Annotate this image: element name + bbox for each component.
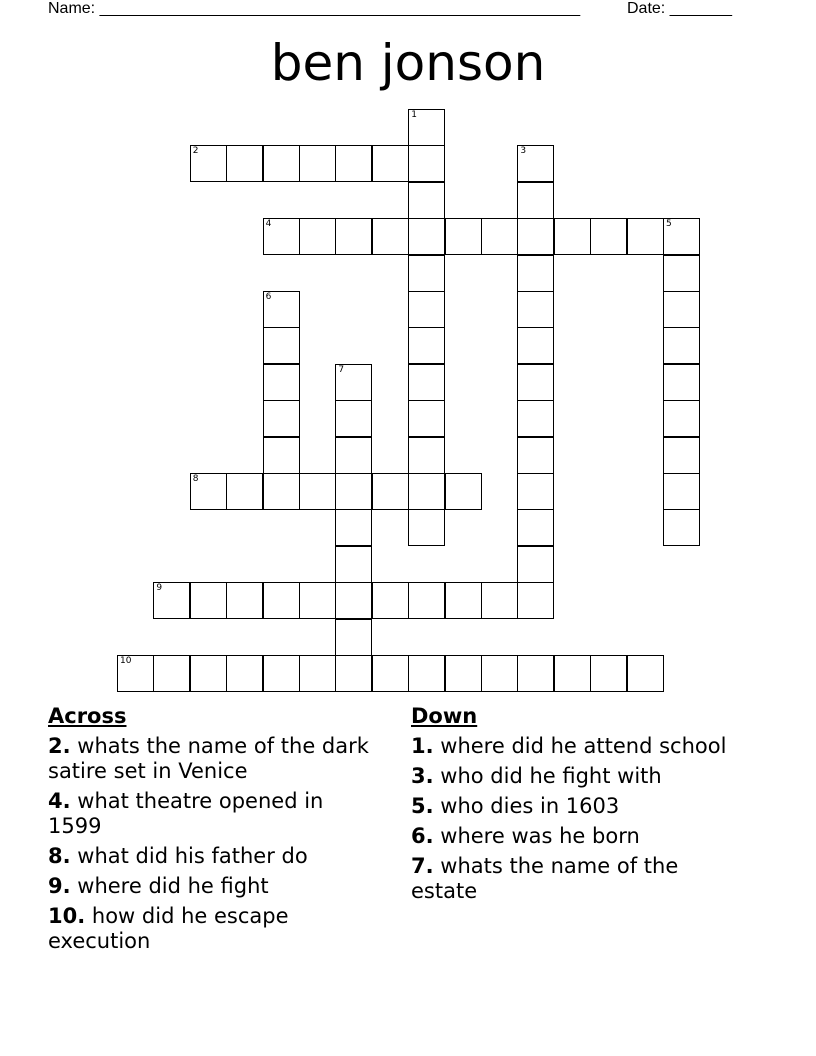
cell-number: 8 [192, 474, 199, 484]
grid-cell[interactable] [408, 109, 445, 146]
grid-cell[interactable] [190, 582, 227, 619]
clue-text: whats the name of the dark satire set in Venice [48, 734, 369, 783]
grid-cell[interactable] [335, 437, 372, 474]
across-clue [48, 734, 378, 784]
down-clue [411, 794, 751, 819]
grid-cell[interactable] [408, 473, 445, 510]
grid-cell[interactable] [408, 255, 445, 292]
grid-cell[interactable] [372, 218, 409, 255]
grid-cell[interactable] [517, 473, 554, 510]
clue-number: 1. [411, 734, 434, 758]
clue-text: who did he fight with [440, 764, 662, 788]
cell-number: 9 [156, 583, 163, 594]
grid-cell[interactable] [445, 473, 482, 510]
grid-cell[interactable] [226, 473, 263, 510]
grid-cell[interactable] [517, 655, 554, 692]
cell-number: 6 [265, 292, 272, 302]
clue-text: whats the name of the estate [411, 854, 679, 903]
clue-number: 4. [48, 789, 71, 813]
down-clues [411, 703, 751, 909]
grid-cell[interactable] [408, 218, 445, 255]
grid-cell[interactable] [335, 509, 372, 546]
grid-cell[interactable] [445, 655, 482, 692]
clue-text: where did he attend school [440, 734, 727, 758]
grid-cell[interactable] [263, 364, 300, 401]
grid-cell[interactable] [517, 364, 554, 401]
grid-cell[interactable] [190, 145, 227, 182]
clue-number: 6. [411, 824, 434, 848]
grid-cell[interactable] [408, 364, 445, 401]
grid-cell[interactable] [445, 582, 482, 619]
grid-cell[interactable] [517, 582, 554, 619]
grid-cell[interactable] [663, 437, 700, 474]
grid-cell[interactable] [408, 655, 445, 692]
date-field-label[interactable]: Date: _______ [627, 0, 732, 17]
cell-number: 5 [666, 219, 672, 230]
grid-cell[interactable] [153, 582, 190, 619]
grid-cell[interactable] [263, 582, 300, 619]
across-clues [48, 703, 378, 959]
grid-cell[interactable] [517, 218, 554, 255]
grid-cell[interactable] [481, 582, 518, 619]
grid-cell[interactable] [408, 291, 445, 328]
grid-cell[interactable] [372, 582, 409, 619]
down-heading: Down [411, 704, 478, 728]
grid-cell[interactable] [335, 145, 372, 182]
grid-cell[interactable] [663, 255, 700, 292]
grid-cell[interactable] [590, 218, 627, 255]
grid-cell[interactable] [663, 509, 700, 546]
grid-cell[interactable] [299, 145, 336, 182]
grid-cell[interactable] [517, 437, 554, 474]
grid-cell[interactable] [517, 327, 554, 364]
clue-number: 10. [48, 904, 86, 928]
clue-number: 8. [48, 844, 71, 868]
grid-cell[interactable] [517, 291, 554, 328]
down-clue [411, 854, 751, 904]
grid-cell[interactable] [627, 218, 664, 255]
grid-cell[interactable] [190, 655, 227, 692]
grid-cell[interactable] [554, 655, 591, 692]
grid-cell[interactable] [190, 473, 227, 510]
cell-number: 7 [338, 364, 345, 375]
clue-number: 7. [411, 854, 434, 878]
across-clue [48, 789, 378, 839]
grid-cell[interactable] [299, 473, 336, 510]
grid-cell[interactable] [263, 655, 300, 692]
across-clue [48, 904, 378, 954]
puzzle-title: ben jonson [270, 34, 546, 92]
grid-cell[interactable] [481, 218, 518, 255]
clue-number: 5. [411, 794, 434, 818]
grid-cell[interactable] [335, 655, 372, 692]
grid-cell[interactable] [263, 473, 300, 510]
grid-cell[interactable] [663, 327, 700, 364]
grid-cell[interactable] [372, 655, 409, 692]
grid-cell[interactable] [335, 400, 372, 437]
grid-cell[interactable] [408, 509, 445, 546]
grid-cell[interactable] [408, 400, 445, 437]
clue-number: 3. [411, 764, 434, 788]
down-clue [411, 824, 751, 849]
grid-cell[interactable] [335, 473, 372, 510]
across-clue [48, 874, 378, 899]
clue-text: how did he escape execution [48, 904, 289, 953]
cell-number: 4 [265, 219, 272, 230]
grid-cell[interactable] [481, 655, 518, 692]
grid-cell[interactable] [554, 218, 591, 255]
grid-cell[interactable] [299, 582, 336, 619]
grid-cell[interactable] [517, 546, 554, 583]
grid-cell[interactable] [372, 145, 409, 182]
grid-cell[interactable] [263, 400, 300, 437]
grid-cell[interactable] [517, 400, 554, 437]
clue-text: what theatre opened in 1599 [48, 789, 324, 838]
grid-cell[interactable] [517, 255, 554, 292]
grid-cell[interactable] [335, 218, 372, 255]
grid-cell[interactable] [408, 145, 445, 182]
grid-cell[interactable] [117, 655, 154, 692]
grid-cell[interactable] [299, 218, 336, 255]
grid-cell[interactable] [663, 473, 700, 510]
grid-cell[interactable] [408, 582, 445, 619]
grid-cell[interactable] [299, 655, 336, 692]
across-clue [48, 844, 378, 869]
across-heading: Across [48, 704, 127, 728]
cell-number: 2 [192, 146, 199, 157]
grid-cell[interactable] [517, 509, 554, 546]
clue-text: who dies in 1603 [440, 794, 620, 818]
clue-text: where did he fight [77, 874, 269, 898]
clue-number: 9. [48, 874, 71, 898]
grid-cell[interactable] [627, 655, 664, 692]
down-clue [411, 764, 751, 789]
grid-cell[interactable] [445, 218, 482, 255]
grid-cell[interactable] [263, 145, 300, 182]
down-clue [411, 734, 751, 759]
grid-cell[interactable] [663, 218, 700, 255]
grid-cell[interactable] [408, 327, 445, 364]
grid-cell[interactable] [408, 437, 445, 474]
grid-cell[interactable] [335, 546, 372, 583]
grid-cell[interactable] [263, 291, 300, 328]
clue-text: where was he born [440, 824, 640, 848]
grid-cell[interactable] [590, 655, 627, 692]
grid-cell[interactable] [153, 655, 190, 692]
grid-cell[interactable] [226, 145, 263, 182]
grid-cell[interactable] [226, 582, 263, 619]
grid-cell[interactable] [663, 364, 700, 401]
grid-cell[interactable] [226, 655, 263, 692]
name-field-label[interactable]: Name: ______________________________________________________ [48, 0, 581, 17]
clue-text: what did his father do [77, 844, 308, 868]
grid-cell[interactable] [663, 291, 700, 328]
grid-cell[interactable] [335, 619, 372, 656]
grid-cell[interactable] [263, 437, 300, 474]
grid-cell[interactable] [663, 400, 700, 437]
cell-number: 10 [120, 656, 132, 666]
grid-cell[interactable] [517, 182, 554, 219]
grid-cell[interactable] [335, 582, 372, 619]
cell-number: 1 [411, 110, 417, 120]
grid-cell[interactable] [408, 182, 445, 219]
grid-cell[interactable] [263, 218, 300, 255]
cell-number: 3 [520, 146, 527, 157]
grid-cell[interactable] [517, 145, 554, 182]
grid-cell[interactable] [372, 473, 409, 510]
clue-number: 2. [48, 734, 71, 758]
grid-cell[interactable] [263, 327, 300, 364]
grid-cell[interactable] [335, 364, 372, 401]
